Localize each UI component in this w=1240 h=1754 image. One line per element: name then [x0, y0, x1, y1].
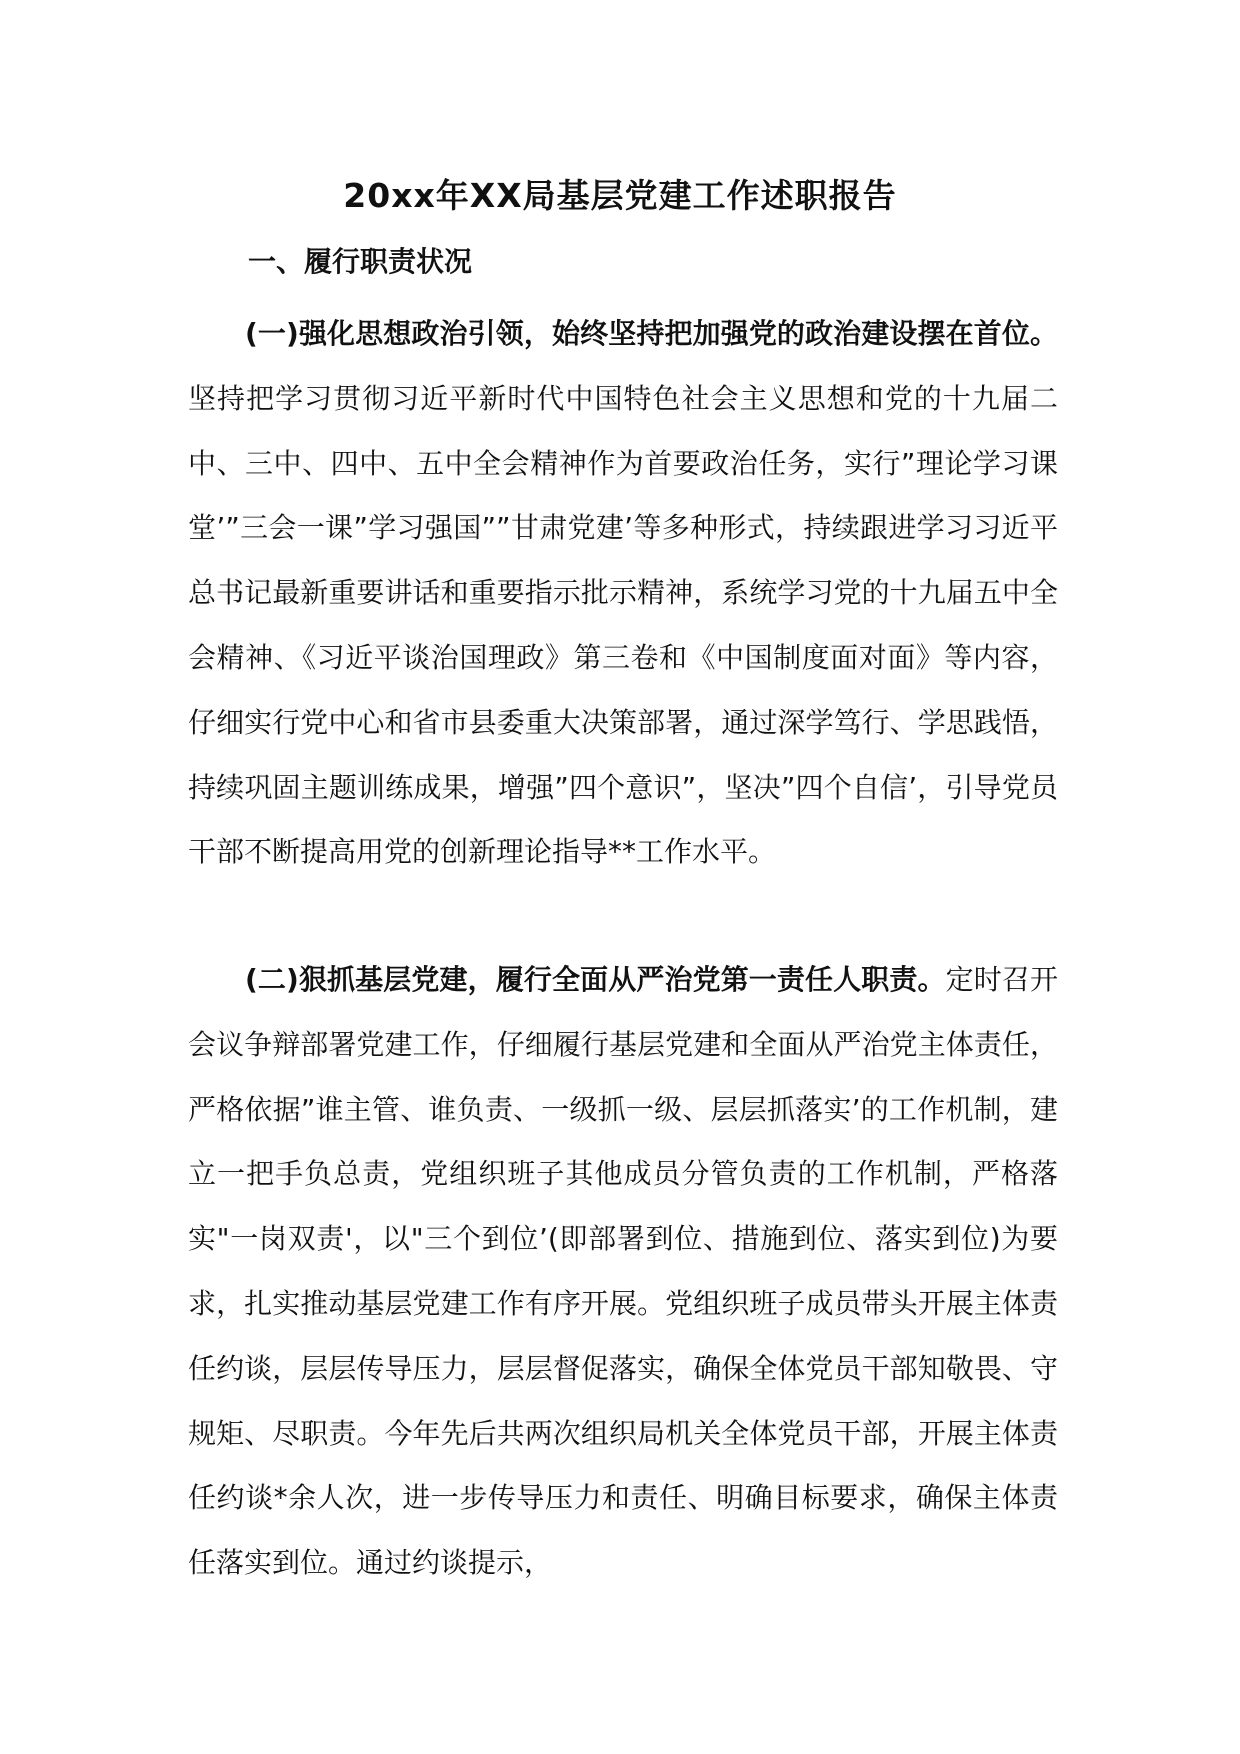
paragraph-2-body: 定时召开会议争辩部署党建工作，仔细履行基层党建和全面从严治党主体责任，严格依据”谁主管、谁负责、一级抓一级、层层抓落实’的工作机制，建立一把手负总责，党组织班子其他成员分管负责的工作机制，严格落实"一岗双责'，以"三个到位’(即部署到位、措施到位、落实到位)为要求，扎实推动基层党建工作有序开展。党组织班子成员带头开展主体责任约谈，层层传导压力，层层督促落实，确保全体党员干部知敬畏、守规矩、尽职责。今年先后共两次组织局机关全体党员干部，开展主体责任约谈*余人次，进一步传导压力和责任、明确目标要求，确保主体责任落实到位。通过约谈提示，: [188, 963, 1058, 1580]
paragraph-2: [188, 948, 1058, 1596]
paragraph-1-lead: (一)强化思想政治引领，始终坚持把加强党的政治建设摆在首位。: [245, 317, 1058, 350]
paragraph-1: [188, 302, 1058, 885]
paragraph-1-body: 坚持把学习贯彻习近平新时代中国特色社会主义思想和党的十九届二中、三中、四中、五中全会精神作为首要政治任务，实行”理论学习课堂’”三会一课”学习强国””甘肃党建’等多种形式，持续跟进学习习近平总书记最新重要讲话和重要指示批示精神，系统学习党的十九届五中全会精神、《习近平谈治国理政》第三卷和《中国制度面对面》等内容，仔细实行党中心和省市县委重大决策部署，通过深学笃行、学思践悟，持续巩固主题训练成果，增强”四个意识”，坚决”四个自信’，引导党员干部不断提高用党的创新理论指导**工作水平。: [188, 381, 1058, 869]
section-heading: 一、履行职责状况: [248, 245, 473, 278]
paragraph-2-lead: (二)狠抓基层党建，履行全面从严治党第一责任人职责。: [245, 963, 946, 996]
document-title: 20xx年XX局基层党建工作述职报告: [343, 176, 897, 215]
